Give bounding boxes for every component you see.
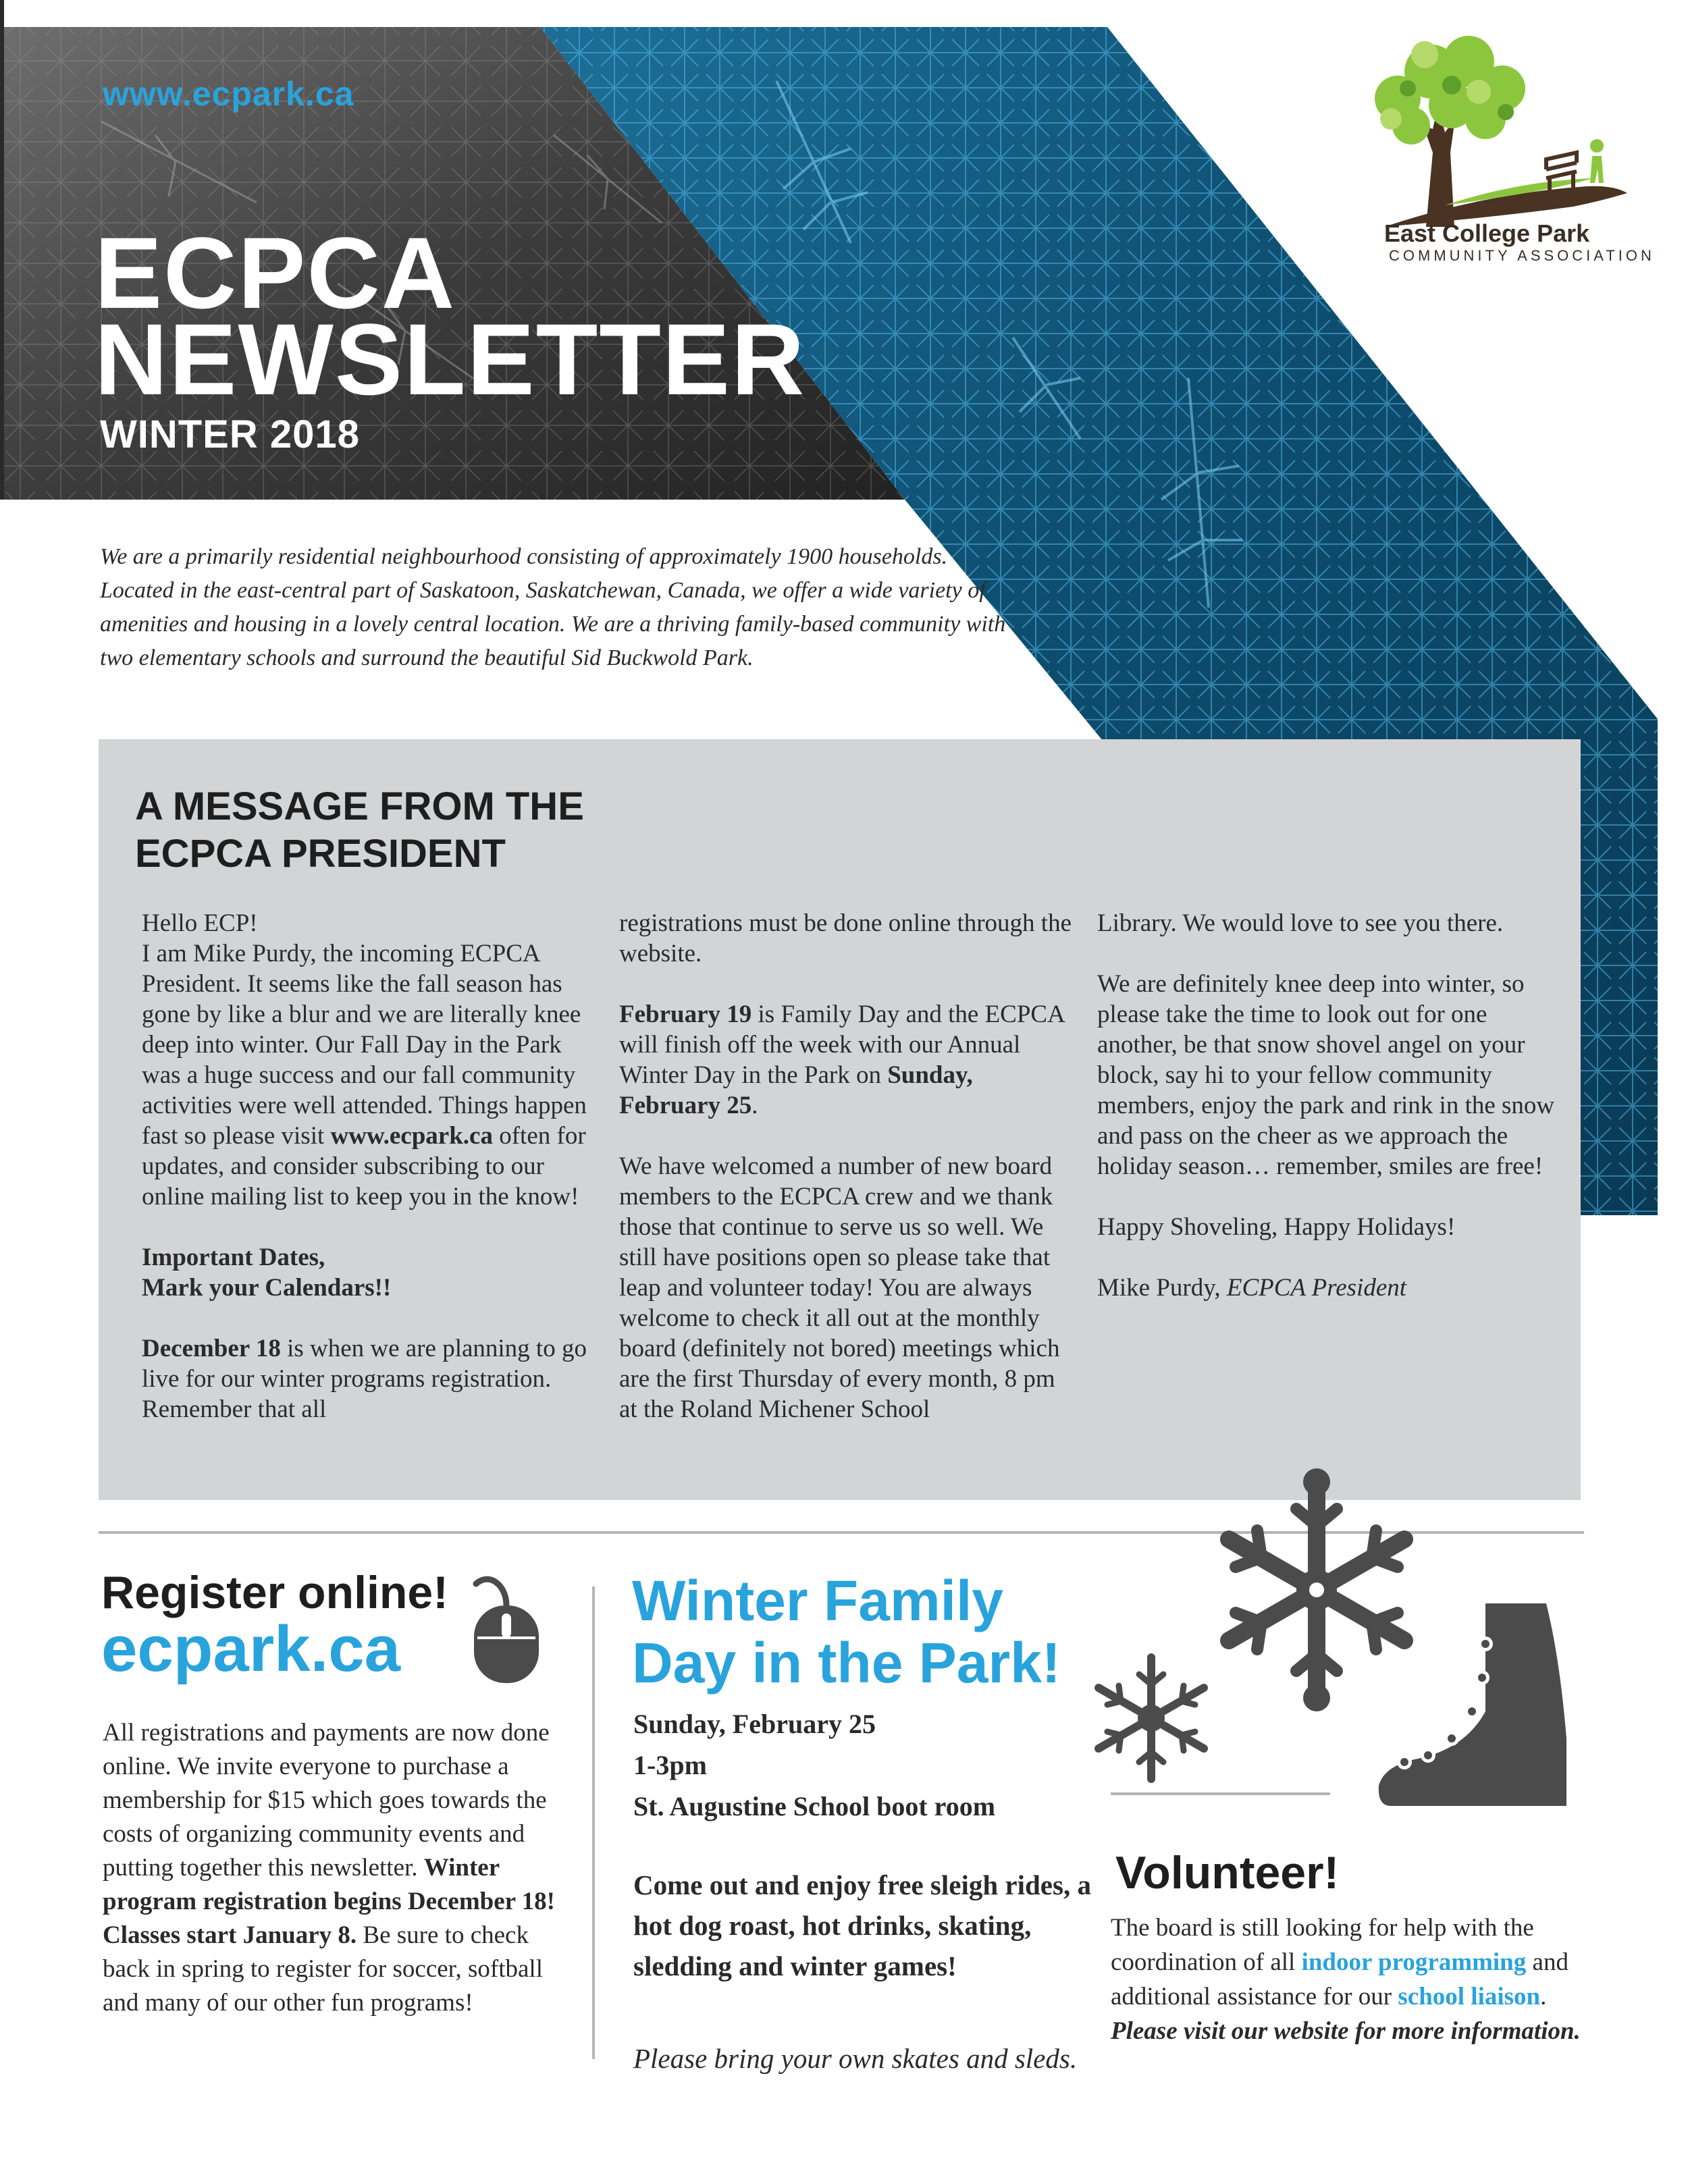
library-paragraph: Library. We would love to see you there. [1097,909,1504,937]
newsletter-subtitle: WINTER 2018 [100,412,360,456]
volunteer-text-a: The board is still looking for help with the coordination of all [1111,1914,1534,1976]
website-link[interactable]: www.ecpark.ca [103,75,354,113]
signature-name: Mike Purdy, [1097,1274,1227,1302]
board-members-paragraph: We have welcomed a number of new board members to the ECPCA crew and we thank those that continue to serve us so well. We still have positions open so please take that leap and volunteer today! You are always welcome to check it all out at the monthly board (definitely not bored) meetings which are the first Thursday of every month, 8 pm at the Roland Michener School [619,1152,1060,1423]
event-location: St. Augustine School boot room [633,1791,996,1821]
register-body [103,1716,569,2020]
december-paragraph [142,1333,587,1424]
register-text-bold: Winter program registration begins December 18! Classes start January 8. [103,1854,555,1949]
snowflake-icon [1229,1468,1404,1711]
signature-title: ECPCA President [1226,1274,1407,1302]
register-heading: Register online! [101,1567,448,1618]
title-line-1: ECPCA [95,216,456,329]
p1-text-a: I am Mike Purdy, the incoming ECPCA President. It seems like the fall season has gone by like a blur and we are literally knee deep into winter. Our Fall Day in the Park was a huge success and our fall community activities were well attended. Things happen fast so please visit [142,940,587,1150]
important-line-2: Mark your Calendars!! [142,1274,392,1302]
event-date: Sunday, February 25 [633,1709,876,1739]
register-url-link[interactable]: ecpark.ca [101,1613,401,1685]
winter-icons [1074,1468,1600,1806]
inline-website-link[interactable]: www.ecpark.ca [330,1122,493,1150]
school-liaison-link[interactable]: school liaison [1398,1983,1541,2010]
december-date: December 18 [142,1335,281,1362]
president-message-title [135,783,584,878]
president-title-line-1: A MESSAGE FROM THE [135,784,584,828]
happy-holidays: Happy Shoveling, Happy Holidays! [1097,1213,1456,1241]
knee-deep-paragraph: We are definitely knee deep into winter, so please take the time to look out for one another, be that snow shovel angel on your block, say hi to your fellow community members, enjoy the park and rink in the snow and pass on the cheer as we approach the holiday season… remember, smiles are free! [1097,970,1555,1180]
event-description: Come out and enjoy free sleigh rides, a hot dog roast, hot drinks, skating, sledding and winter games! [633,1869,1091,1981]
small-snowflake-icon [1099,1657,1204,1779]
president-title-line-2: ECPCA PRESIDENT [135,832,506,876]
title-line-2: NEWSLETTER [95,302,806,416]
feb25-date: Sunday, February 25 [619,1061,973,1119]
register-text-a: All registrations and payments are now done online. We invite everyone to purchase a membership for $15 which goes towards the costs of organizing community events and putting together this newsletter. [103,1719,550,1882]
volunteer-text-c: . [1540,1983,1547,2010]
register-text-b: Be sure to check back in spring to register for soccer, softball and many of our other fun programs! [103,1921,543,2017]
feb25-end: . [751,1092,758,1119]
volunteer-body [1111,1911,1583,2048]
family-day-paragraph [619,999,1078,1121]
signature [1097,1273,1556,1303]
p1-text-b: often for updates, and consider subscribing to our online mailing list to keep you in the know! [142,1122,586,1210]
event-time: 1-3pm [633,1750,707,1780]
computer-mouse-icon [456,1565,557,1686]
president-column-2 [619,908,1078,1424]
intro-paragraph-president [142,938,587,1212]
important-line-1: Important Dates, [142,1244,325,1271]
greeting: Hello ECP! [142,909,258,937]
president-column-3 [1097,908,1556,1303]
december-text: is when we are planning to go live for our winter programs registration. Remember that all [142,1335,587,1423]
intro-paragraph: We are a primarily residential neighbourhood consisting of approximately 1900 households. Located in the east-central part of Saskatoon, Saskatchewan, Canada, we offer a wide variety of amenities and housing in a lovely central location. We are a thriving family-based community with two elementary schools and surround the beautiful Sid Buckwold Park. [100,544,1006,670]
feb19-text: is Family Day and the ECPCA will finish off the week with our Annual Winter Day in the Park on [619,1001,1064,1089]
winter-title-line-1: Winter Family [632,1569,1004,1632]
winter-title-line-2: Day in the Park! [632,1631,1061,1695]
event-details [633,1703,995,1827]
feb19-date: February 19 [619,1001,752,1028]
winter-family-title [632,1570,1145,1694]
indoor-programming-link[interactable]: indoor programming [1301,1948,1527,1976]
logo-name: East College Park [1384,219,1590,247]
volunteer-website-note: Please visit our website for more information. [1111,2017,1581,2045]
volunteer-text-b: and additional assistance for our [1111,1948,1568,2010]
registration-continued: registrations must be done online through the website. [619,909,1072,967]
event-note: Please bring your own skates and sleds. [633,2043,1078,2074]
column-divider [592,1587,595,2059]
left-edge-bar [0,0,4,500]
newsletter-title [95,216,806,416]
logo-subtitle: COMMUNITY ASSOCIATION [1389,247,1655,264]
volunteer-heading: Volunteer! [1115,1847,1340,1898]
president-column-1 [142,908,587,1424]
important-dates-heading [142,1242,587,1303]
